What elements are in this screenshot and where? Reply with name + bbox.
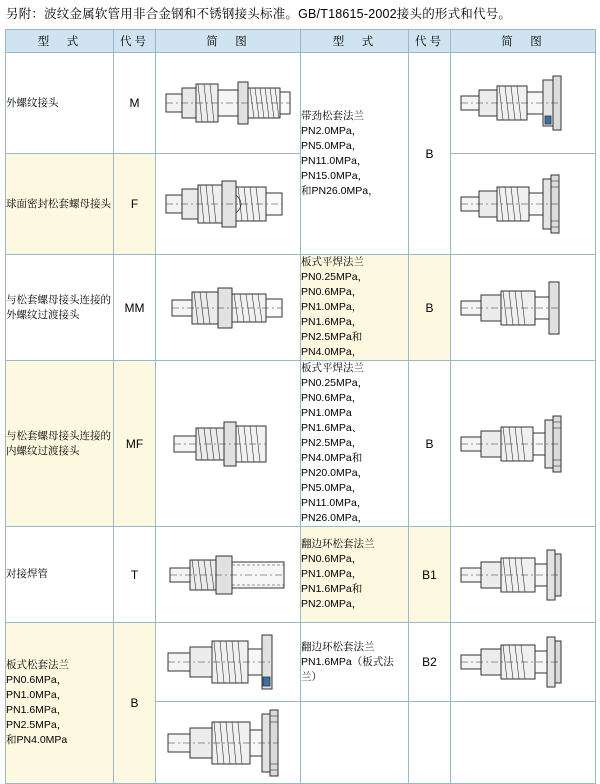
type-cell: 带劲松套法兰 PN2.0MPa，PN5.0MPa， PN11.0MPa，PN15.0MPa， 和PN26.0MPa， (301, 53, 409, 255)
figure-cell-plate-slip-on-flange-2 (451, 361, 596, 527)
code-cell: B (114, 623, 156, 784)
col-type-left: 型 式 (6, 30, 114, 53)
type-cell: 板式平焊法兰 PN0.25MPa，PN0.6MPa， PN1.0MPa，PN1.6MPa， PN2.5MPa和PN4.0MPa， (301, 255, 409, 361)
figure-cell-spherical-seal-union-nut (156, 154, 301, 255)
type-cell: 与松套螺母接头连接的外螺纹过渡接头 (6, 255, 114, 361)
code-cell: B (409, 255, 451, 361)
type-cell: 板式平焊法兰 PN0.25MPa，PN0.6MPa， PN1.0MPa PN1.6MPa、 PN2.5MPa，PN4.0MPa和 PN20.0MPa，PN5.0MPa， PN11.0MPa，PN26.0MPa， (301, 361, 409, 527)
figure-cell-plate-loose-flange (156, 623, 301, 702)
type-cell: 球面密封松套螺母接头 (6, 154, 114, 255)
figure-cell-male-thread-fitting (156, 53, 301, 154)
col-figure-right: 简 图 (451, 30, 596, 53)
figure-cell-lap-joint-flange-2 (451, 623, 596, 702)
code-cell: MM (114, 255, 156, 361)
code-cell: B (409, 361, 451, 527)
code-cell: M (114, 53, 156, 154)
type-cell: 翻边环松套法兰 PN1.6MPa（板式法兰） (301, 623, 409, 702)
code-cell: B (409, 53, 451, 255)
code-cell: B2 (409, 623, 451, 702)
code-cell: B1 (409, 527, 451, 623)
table-row (6, 623, 596, 702)
code-cell: MF (114, 361, 156, 527)
page-title: 另附：波纹金属软管用非合金钢和不锈钢接头标准。GB/T18615-2002接头的形式和代号。 (6, 7, 512, 21)
type-cell: 板式松套法兰 PN0.6MPa，PN1.0MPa， PN1.6MPa，PN2.5MPa， 和PN4.0MPa (6, 623, 114, 784)
figure-cell-ribbed-loose-flange (451, 53, 596, 154)
figure-cell-female-transition-fitting (156, 361, 301, 527)
col-type-right: 型 式 (301, 30, 409, 53)
type-cell: 翻边环松套法兰 PN0.6MPa，PN1.0MPa， PN1.6MPa和PN2.0MPa， (301, 527, 409, 623)
col-figure-left: 简 图 (156, 30, 301, 53)
type-cell: 外螺纹接头 (6, 53, 114, 154)
fittings-table (5, 29, 596, 784)
table-header (6, 30, 596, 53)
table-body (6, 53, 596, 784)
figure-cell-male-transition-fitting (156, 255, 301, 361)
figure-cell-ribbed-loose-flange-2 (451, 154, 596, 255)
type-cell-empty (301, 702, 409, 784)
figure-cell-plate-slip-on-flange (451, 255, 596, 361)
type-cell: 与松套螺母接头连接的内螺纹过渡接头 (6, 361, 114, 527)
header-row (6, 30, 596, 53)
figure-cell-empty (451, 702, 596, 784)
code-cell: F (114, 154, 156, 255)
table-row (6, 255, 596, 361)
figure-cell-plate-loose-flange-2 (156, 702, 301, 784)
table-row (6, 53, 596, 154)
figure-cell-lap-joint-flange (451, 527, 596, 623)
col-code-right: 代号 (409, 30, 451, 53)
code-cell-empty (409, 702, 451, 784)
figure-cell-butt-weld-pipe (156, 527, 301, 623)
type-cell: 对接焊管 (6, 527, 114, 623)
code-cell: T (114, 527, 156, 623)
table-row (6, 361, 596, 527)
col-code-left: 代号 (114, 30, 156, 53)
table-row (6, 527, 596, 623)
